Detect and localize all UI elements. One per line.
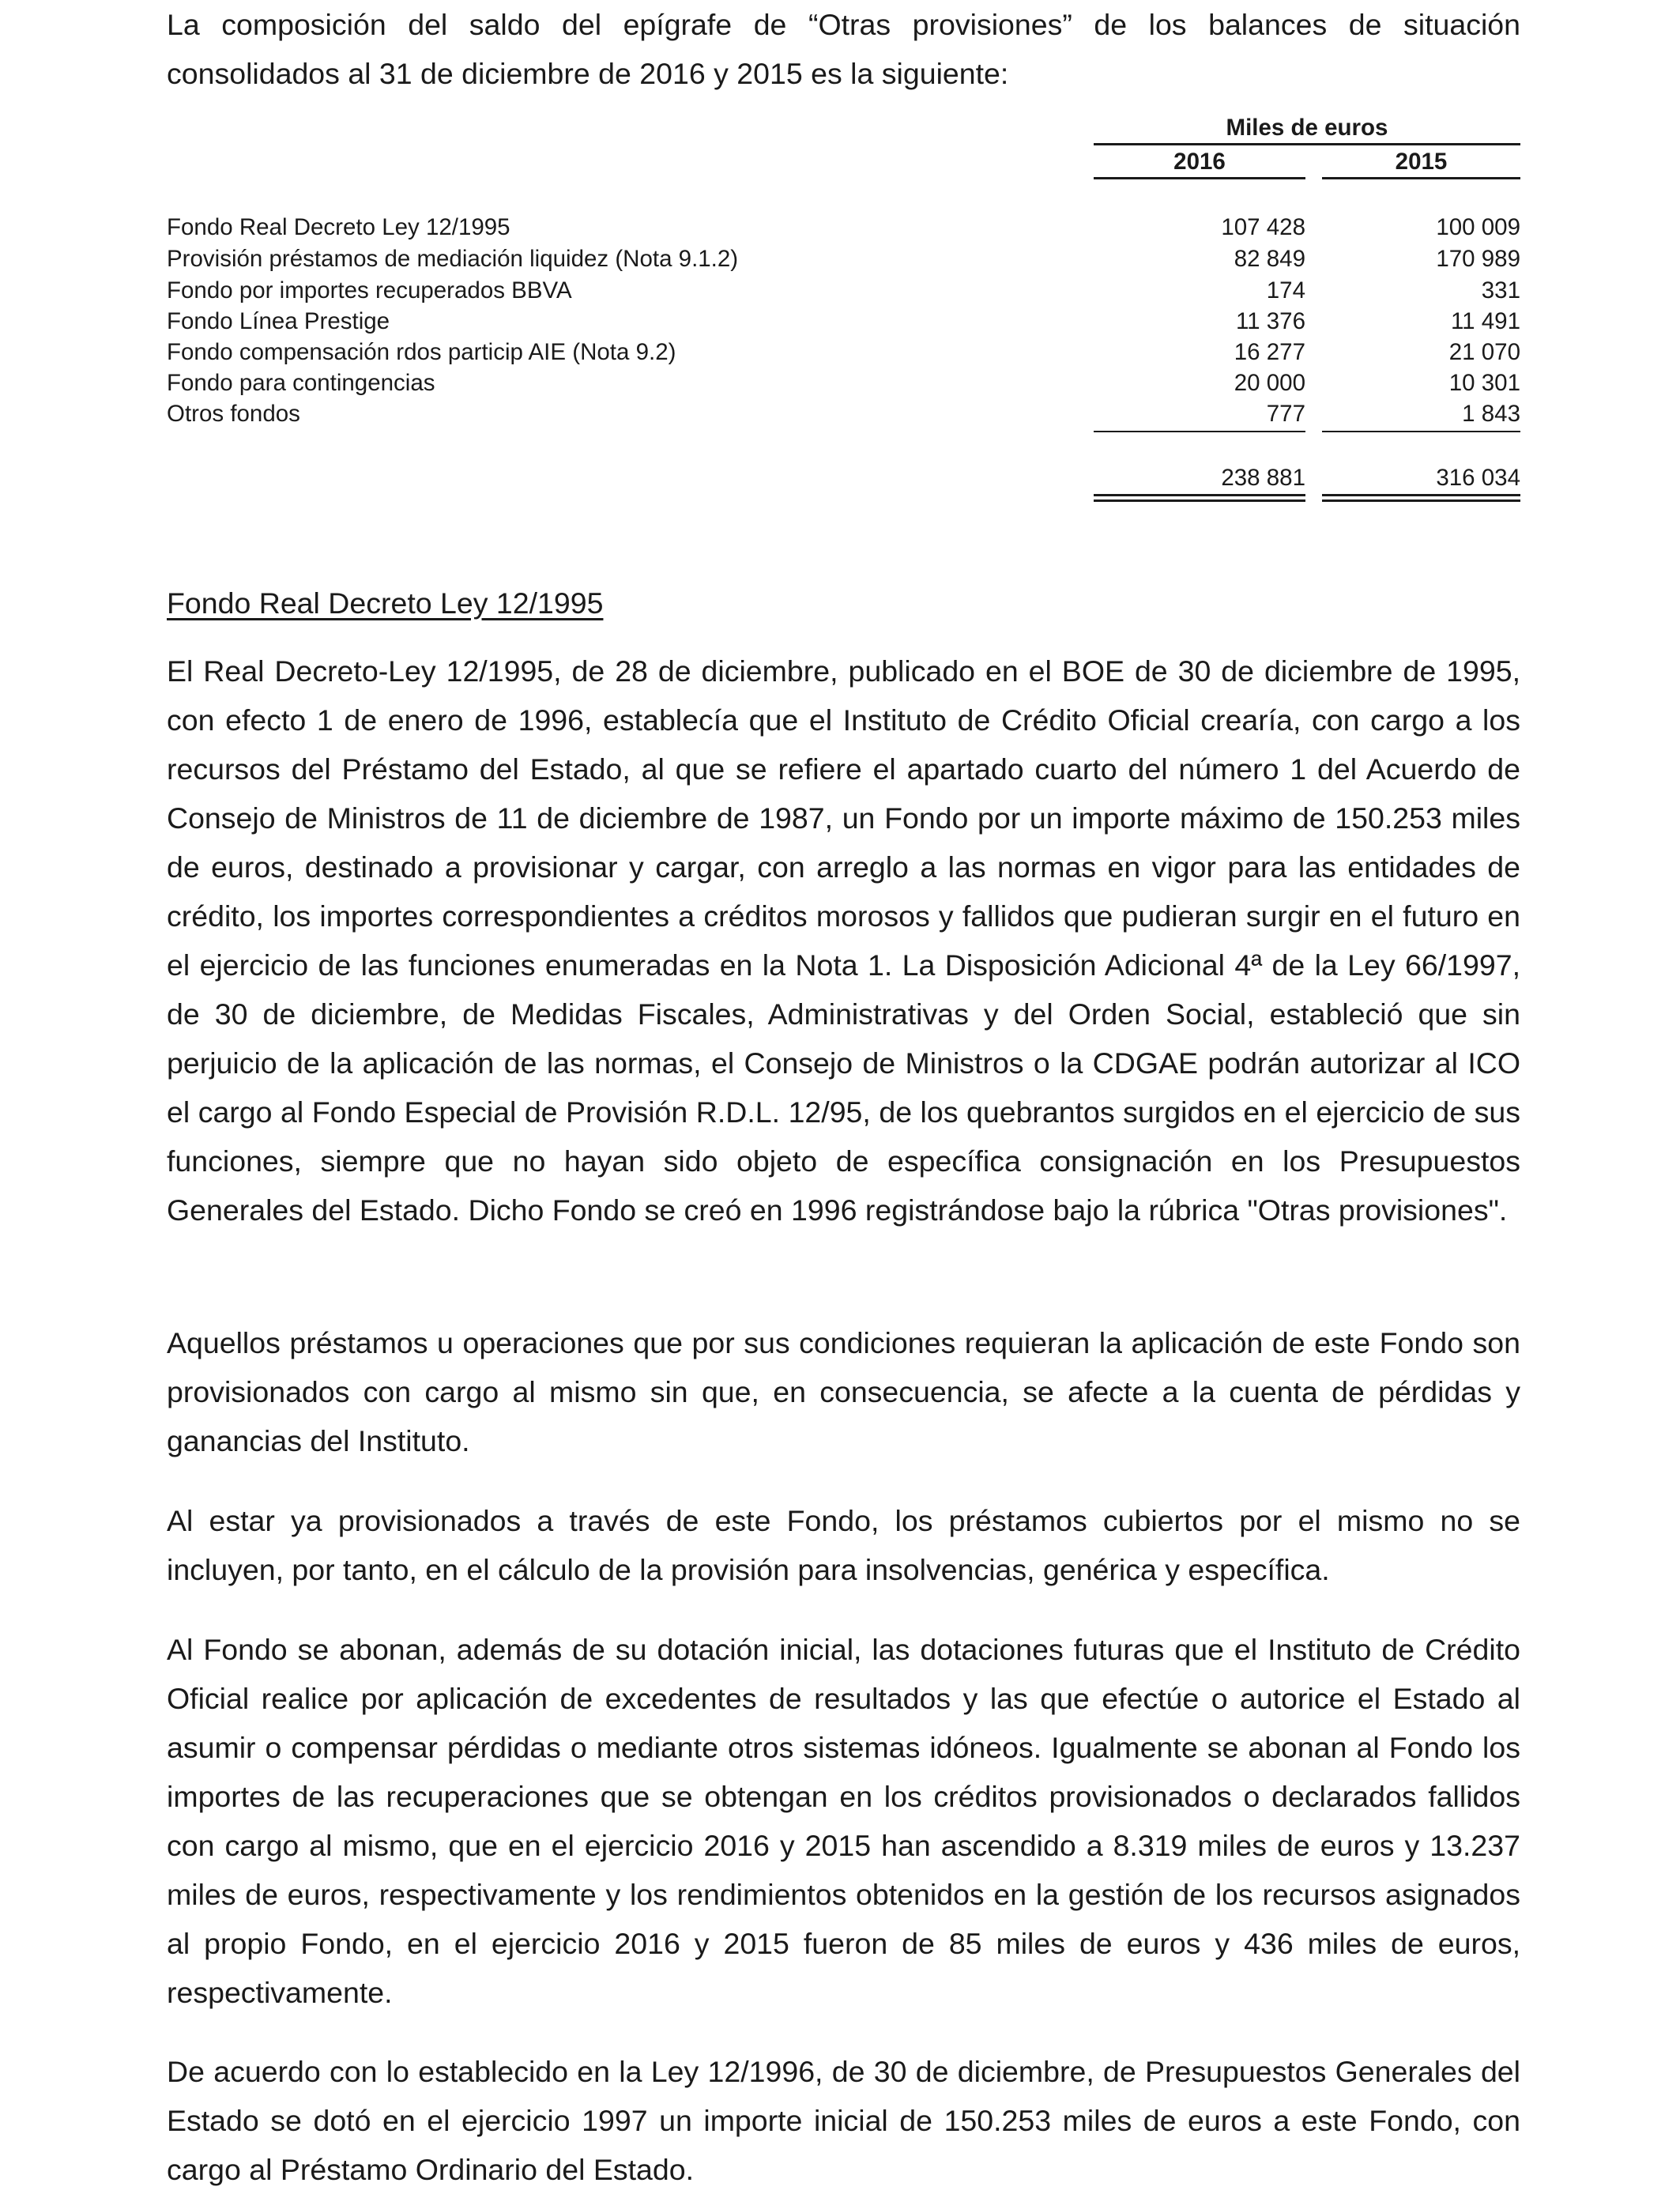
intro-paragraph: La composición del saldo del epígrafe de “Otras provisiones” de los balances de situación consolidados al 31 de diciembre de 2016 y 2015 es la siguiente: (167, 8, 1520, 90)
section-heading: Fondo Real Decreto Ley 12/1995 (167, 586, 604, 620)
value-2015: 331 (1481, 277, 1520, 303)
paragraph: Al estar ya provisionados a través de este Fondo, los préstamos cubiertos por el mismo no se incluyen, por tanto, en el cálculo de la provisión para insolvencias, genérica y específica. (167, 1504, 1520, 1586)
unit-header: Miles de euros (1094, 115, 1520, 145)
total-2015: 316 034 (1436, 465, 1520, 491)
row-label: Fondo Línea Prestige (167, 308, 390, 334)
value-2016: 82 849 (1234, 246, 1305, 272)
value-2016: 16 277 (1234, 339, 1305, 365)
subtotal-rule-2016 (1094, 431, 1305, 432)
paragraph: El Real Decreto-Ley 12/1995, de 28 de diciembre, publicado en el BOE de 30 de diciembre de 1995, con efecto 1 de enero de 1996, establecía que el Instituto de Crédito Oficial crearía, con cargo a los recursos del Préstamo del Estado, al que se refiere el apartado cuarto del número 1 del Acuerdo de Consejo de Ministros de 11 de diciembre de 1987, un Fondo por un importe máximo de 150.253 miles de euros, destinado a provisionar y cargar, con arreglo a las normas en vigor para las entidades de crédito, los importes correspondientes a créditos morosos y fallidos que pudieran surgir en el futuro en el ejercicio de las funciones enumeradas en la Nota 1. La Disposición Adicional 4ª de la Ley 66/1997, de 30 de diciembre, de Medidas Fiscales, Administrativas y del Orden Social, estableció que sin perjuicio de la aplicación de las normas, el Consejo de Ministros o la CDGAE podrán autorizar al ICO el cargo al Fondo Especial de Provisión R.D.L. 12/95, de los quebrantos surgidos en el ejercicio de sus funciones, siempre que no hayan sido objeto de específica consignación en los Presupuestos Generales del Estado. Dicho Fondo se creó en 1996 registrándose bajo la rúbrica "Otras provisiones". (167, 654, 1520, 1227)
value-2016: 107 428 (1221, 214, 1305, 240)
value-2015: 21 070 (1448, 339, 1520, 365)
value-2016: 20 000 (1234, 370, 1305, 396)
paragraph: Aquellos préstamos u operaciones que por sus condiciones requieran la aplicación de este Fondo son provisionados con cargo al mismo sin que, en consecuencia, se afecte a la cuenta de pérdidas y ganancias del Instituto. (167, 1326, 1520, 1457)
row-label: Otros fondos (167, 401, 300, 427)
row-label: Fondo para contingencias (167, 370, 435, 396)
table-row (167, 306, 1520, 337)
table-row (167, 212, 1520, 243)
value-2015: 1 843 (1462, 401, 1520, 427)
table-row (167, 398, 1520, 430)
value-2016: 174 (1266, 277, 1305, 303)
column-header-2015: 2015 (1322, 149, 1520, 179)
row-label: Fondo por importes recuperados BBVA (167, 277, 572, 303)
table-row (167, 243, 1520, 275)
value-2015: 10 301 (1448, 370, 1520, 396)
value-2015: 11 491 (1450, 308, 1520, 334)
total-rule-2015 (1322, 494, 1520, 502)
value-2015: 170 989 (1436, 246, 1520, 272)
value-2016: 11 376 (1235, 308, 1305, 334)
row-label: Provisión préstamos de mediación liquidez (Nota 9.1.2) (167, 246, 739, 272)
value-2015: 100 009 (1436, 214, 1520, 240)
total-2016: 238 881 (1221, 465, 1305, 491)
value-2016: 777 (1266, 401, 1305, 427)
column-header-2016: 2016 (1094, 149, 1305, 179)
total-row (167, 462, 1520, 494)
table-row (167, 337, 1520, 368)
table-row (167, 368, 1520, 399)
table-row (167, 275, 1520, 307)
paragraph: De acuerdo con lo establecido en la Ley 12/1996, de 30 de diciembre, de Presupuestos Generales del Estado se dotó en el ejercicio 1997 un importe inicial de 150.253 miles de euros a este Fondo, con cargo al Préstamo Ordinario del Estado. (167, 2055, 1520, 2186)
row-label: Fondo Real Decreto Ley 12/1995 (167, 214, 510, 240)
paragraph: Al Fondo se abonan, además de su dotación inicial, las dotaciones futuras que el Instituto de Crédito Oficial realice por aplicación de excedentes de resultados y las que efectúe o autorice el Estado al asumir o compensar pérdidas o mediante otros sistemas idóneos. Igualmente se abonan al Fondo los importes de las recuperaciones que se obtengan en los créditos provisionados o declarados fallidos con cargo al mismo, que en el ejercicio 2016 y 2015 han ascendido a 8.319 miles de euros y 13.237 miles de euros, respectivamente y los rendimientos obtenidos en la gestión de los recursos asignados al propio Fondo, en el ejercicio 2016 y 2015 fueron de 85 miles de euros y 436 miles de euros, respectivamente. (167, 1633, 1520, 2009)
total-rule-2016 (1094, 494, 1305, 502)
subtotal-rule-2015 (1322, 431, 1520, 432)
row-label: Fondo compensación rdos particip AIE (Nota 9.2) (167, 339, 676, 365)
